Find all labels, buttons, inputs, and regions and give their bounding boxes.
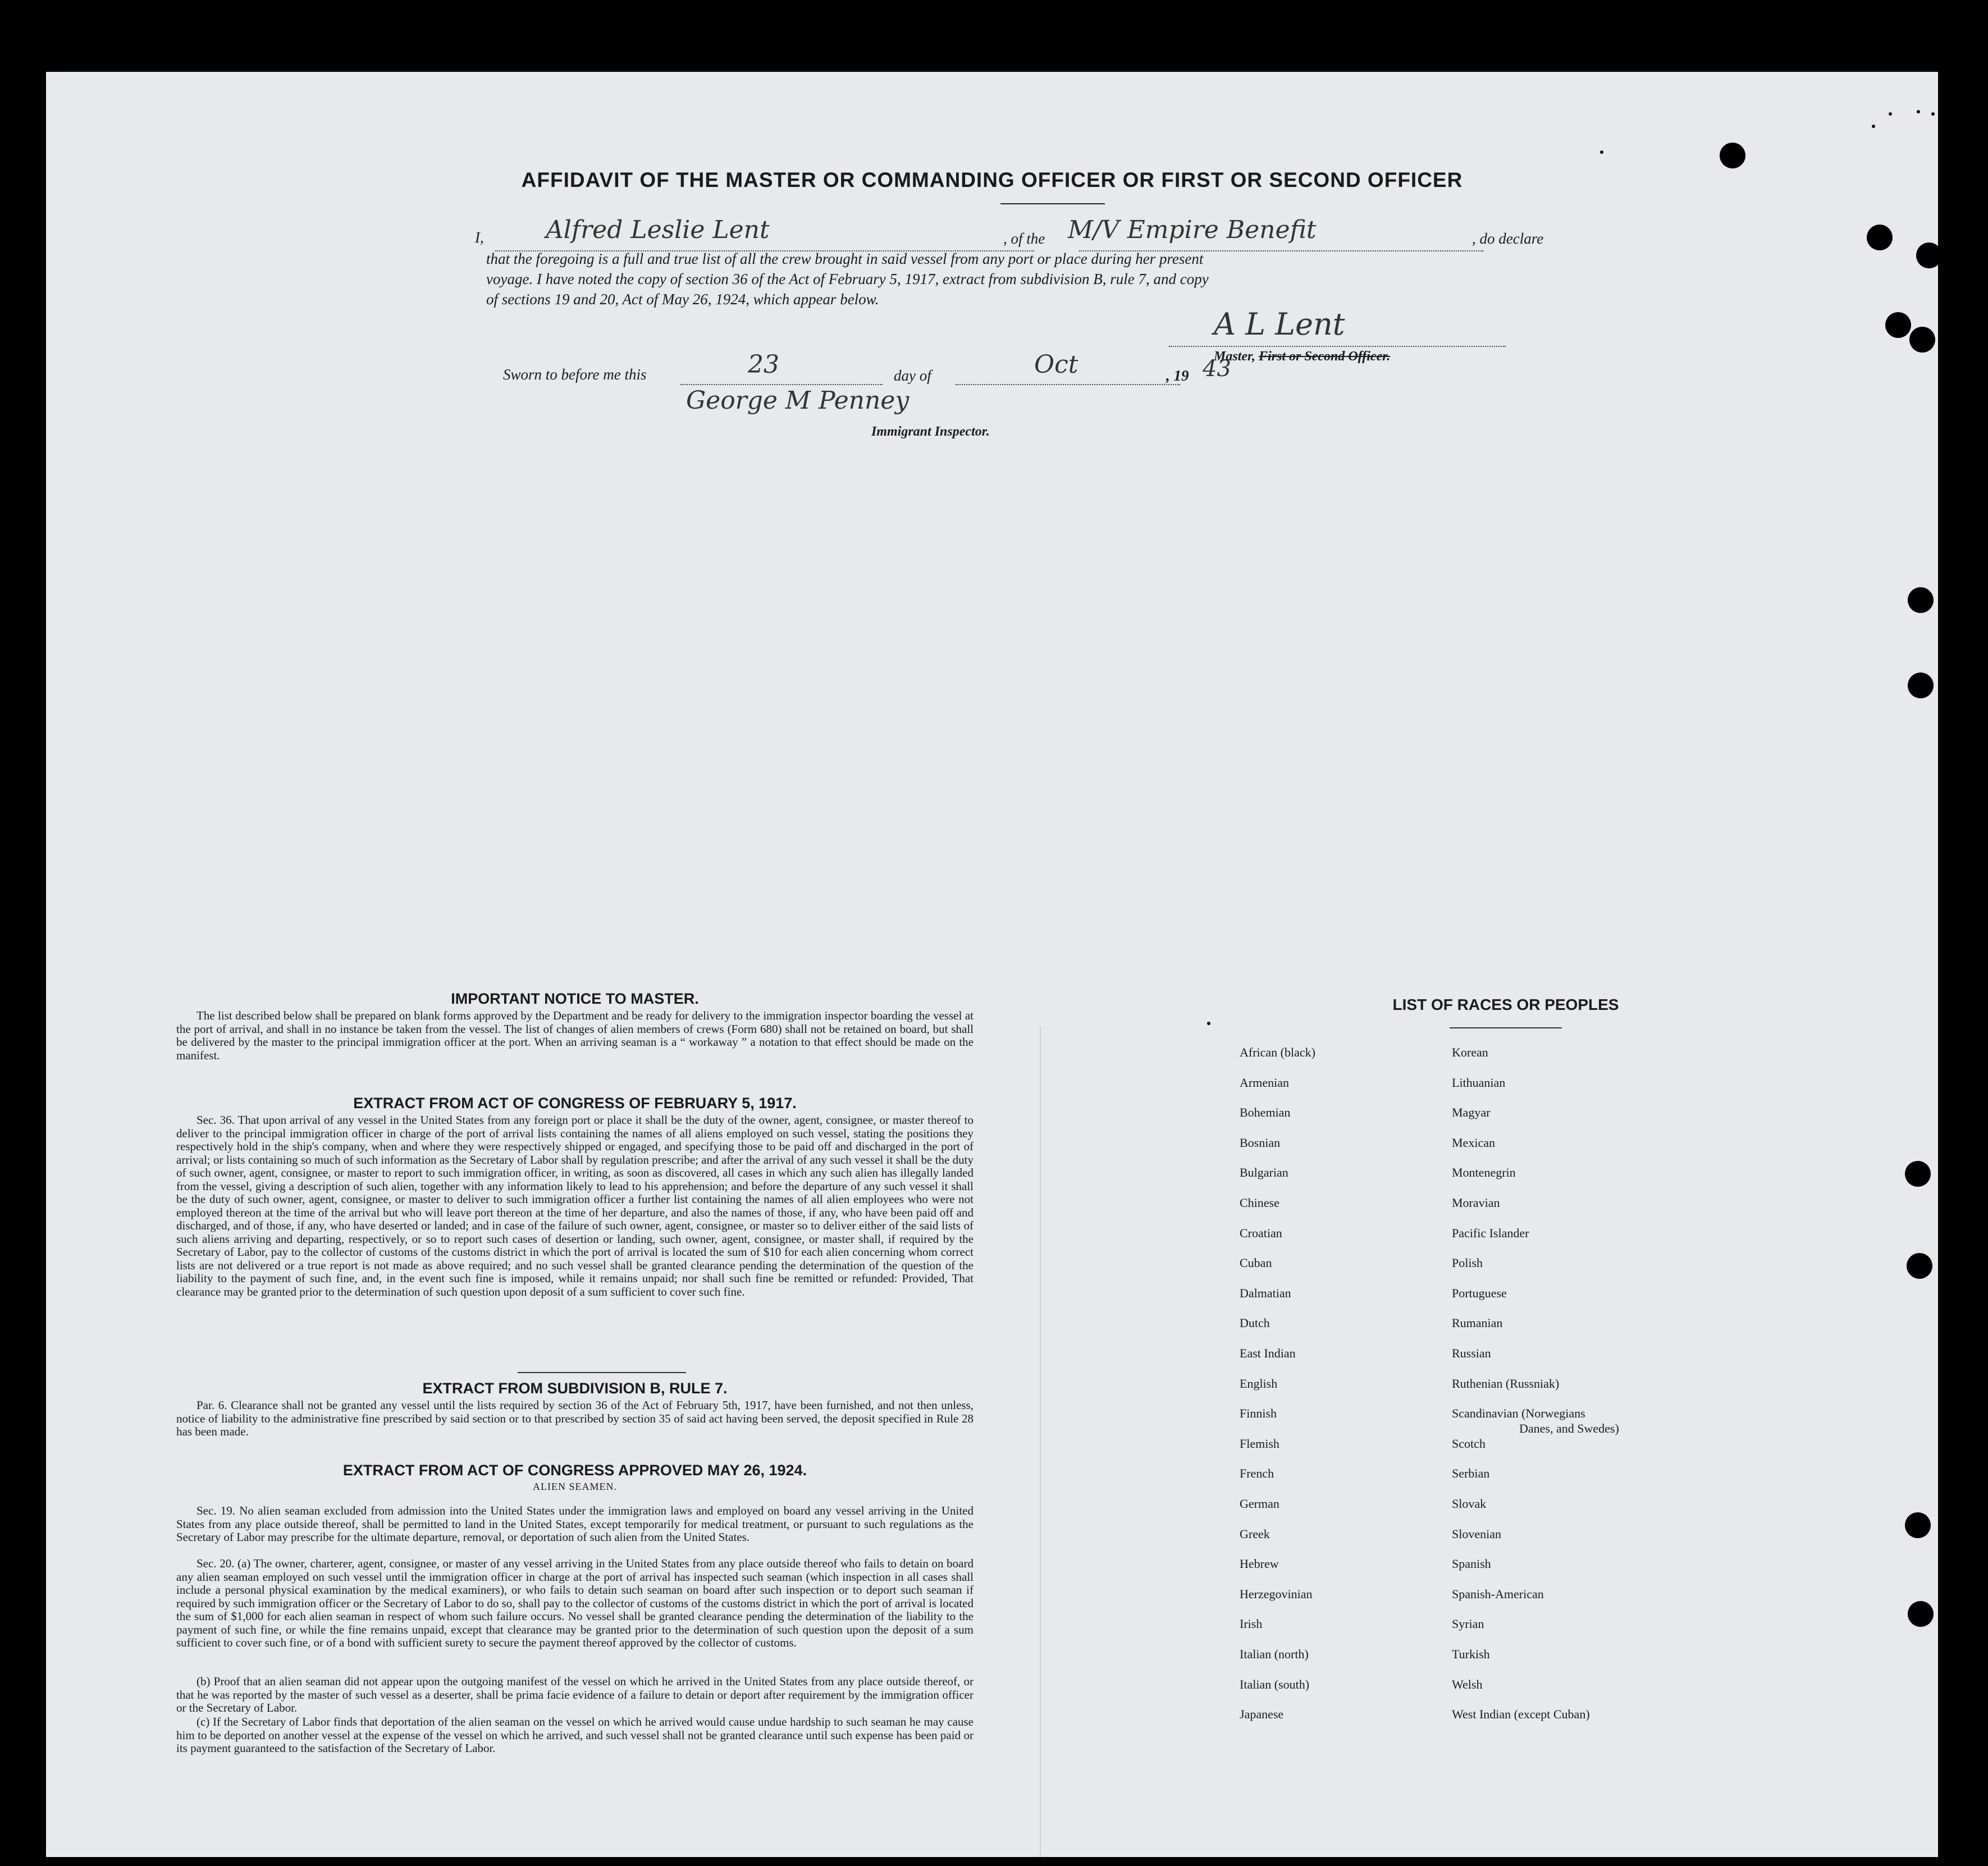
- scan-speck: [1889, 112, 1892, 116]
- race-item: Dutch: [1240, 1316, 1270, 1330]
- scan-speck: [1917, 110, 1920, 113]
- notice-heading: IMPORTANT NOTICE TO MASTER.: [451, 990, 699, 1007]
- day-line: [680, 384, 883, 385]
- race-item: East Indian: [1240, 1346, 1296, 1360]
- extract-rule7-text: Par. 6. Clearance shall not be granted any vessel until the lists required by section 36 of the Act of February 5th, 1917, have been furnished, and not then unless, notice of liability to the administrative fine prescribed by said section or to that prescribed by section 35 of said act having been served, the deposit specified in Rule 28 has been made.: [176, 1398, 974, 1438]
- scan-speck: [1207, 1022, 1210, 1025]
- race-item: Polish: [1452, 1256, 1483, 1270]
- race-item: Pacific Islander: [1452, 1225, 1529, 1240]
- race-item: Cuban: [1240, 1256, 1272, 1270]
- punch-hole: [1867, 225, 1893, 250]
- scan-speck: [1600, 150, 1603, 154]
- affidavit-line-3: voyage. I have noted the copy of section 36 of the Act of February 5, 1917, extract from subdivision B, rule 7, and copy: [486, 271, 1209, 287]
- document-sheet: [46, 72, 1938, 1857]
- extract-1924-sec20b: (b) Proof that an alien seaman did not appear upon the outgoing manifest of the vessel on which he arrived in the United States from any place outside thereof, or that he was reported by the master of such vessel as a deserter, shall be prima facie evidence of a failure to detain or deport after requirement by the immigration officer or the Secretary of Labor.: [176, 1675, 974, 1714]
- race-item: Irish: [1240, 1617, 1263, 1631]
- year-prefix: , 19: [1166, 367, 1189, 384]
- races-heading: LIST OF RACES OR PEOPLES: [1392, 996, 1619, 1013]
- affidavit-line-2: that the foregoing is a full and true list of all the crew brought in said vessel from any port or place during her present: [486, 250, 1204, 267]
- sworn-year: 43: [1203, 356, 1231, 382]
- punch-hole: [1885, 312, 1911, 338]
- month-line: [956, 384, 1180, 385]
- race-item: Italian (south): [1240, 1677, 1310, 1691]
- vessel-name: M/V Empire Benefit: [1068, 216, 1317, 244]
- race-item: Serbian: [1452, 1466, 1490, 1481]
- race-scandinavian-continuation: Danes, and Swedes): [1519, 1421, 1619, 1435]
- race-item: Scotch: [1452, 1436, 1486, 1451]
- race-item: Moravian: [1452, 1196, 1500, 1210]
- race-item: Montenegrin: [1452, 1165, 1516, 1180]
- affidavit-line-4: of sections 19 and 20, Act of May 26, 1924, which appear below.: [486, 291, 879, 308]
- race-item: Slovenian: [1452, 1526, 1501, 1541]
- punch-hole: [1720, 143, 1745, 168]
- race-item: English: [1240, 1376, 1278, 1391]
- races-underline: [1450, 1027, 1562, 1028]
- race-item: Russian: [1452, 1346, 1491, 1360]
- page-fold-line: [1040, 1026, 1041, 1857]
- race-item: Rumanian: [1452, 1316, 1503, 1330]
- sworn-label: Sworn to before me this: [503, 366, 647, 383]
- notice-text: The list described below shall be prepared on blank forms approved by the Department and be ready for delivery to the immigration inspector boarding the vessel at the port of arrival, and shall in no instance be taken from the vessel. The list of changes of alien members of crews (Form 680) shall not be retained on board, but shall be delivered by the master to the principal immigration officer at the port. When an arriving seaman is a “ workaway ” a notation to that effect should be made on the manifest.: [176, 1009, 974, 1062]
- i-label: I,: [475, 229, 484, 246]
- race-item: Ruthenian (Russniak): [1452, 1376, 1560, 1391]
- punch-hole: [1907, 1253, 1932, 1279]
- punch-hole: [1909, 327, 1935, 353]
- race-item: Greek: [1240, 1526, 1270, 1541]
- sworn-month: Oct: [1034, 350, 1078, 379]
- extract-1917-heading: EXTRACT FROM ACT OF CONGRESS OF FEBRUARY 5, 1917.: [353, 1095, 797, 1112]
- race-item: Herzegovinian: [1240, 1586, 1313, 1601]
- race-item: Syrian: [1452, 1617, 1484, 1631]
- extract-1924-sec20c: (c) If the Secretary of Labor finds that deportation of the alien seaman on the vessel on which he arrived would cause undue hardship to such seaman he may cause him to be deported on another vessel at the expense of the vessel on which he arrived, and such vessel shall not be granted clearance until such expense has been paid or its payment guaranteed to the satisfaction of the Secretary of Labor.: [176, 1715, 974, 1755]
- punch-hole: [1908, 1601, 1934, 1627]
- extract-rule7-heading: EXTRACT FROM SUBDIVISION B, RULE 7.: [422, 1380, 728, 1397]
- officer-caption-struck: First or Second Officer.: [1259, 349, 1391, 364]
- race-item: Turkish: [1452, 1647, 1490, 1661]
- punch-hole: [1908, 673, 1934, 698]
- race-item: Mexican: [1452, 1135, 1495, 1150]
- inspector-signature: George M Penney: [686, 386, 910, 415]
- title-underline: [1000, 203, 1105, 204]
- extract-1924-subheading: ALIEN SEAMEN.: [533, 1481, 617, 1492]
- race-item: Armenian: [1240, 1075, 1289, 1090]
- officer-caption-master: Master,: [1214, 349, 1256, 364]
- race-item: Portuguese: [1452, 1286, 1507, 1300]
- race-item: Hebrew: [1240, 1557, 1279, 1571]
- sworn-day: 23: [748, 350, 779, 379]
- officer-caption: [1214, 349, 1390, 364]
- race-item: Bulgarian: [1240, 1165, 1288, 1180]
- punch-hole: [1905, 1512, 1931, 1538]
- extract-1924-heading: EXTRACT FROM ACT OF CONGRESS APPROVED MAY 26, 1924.: [342, 1462, 807, 1479]
- race-item: Slovak: [1452, 1497, 1487, 1511]
- punch-hole: [1908, 587, 1934, 613]
- section-divider: [518, 1372, 686, 1373]
- race-item: Croatian: [1240, 1225, 1282, 1240]
- race-item: Welsh: [1452, 1677, 1483, 1691]
- page-title: AFFIDAVIT OF THE MASTER OR COMMANDING OFFICER OR FIRST OR SECOND OFFICER: [521, 168, 1463, 191]
- race-item: Chinese: [1240, 1196, 1279, 1210]
- race-item: Korean: [1452, 1045, 1488, 1059]
- race-item: African (black): [1240, 1045, 1315, 1059]
- race-item: Spanish: [1452, 1557, 1491, 1571]
- inspector-caption: Immigrant Inspector.: [871, 424, 990, 439]
- race-item: Japanese: [1240, 1707, 1284, 1722]
- master-signature: A L Lent: [1214, 307, 1345, 342]
- race-item: Bohemian: [1240, 1105, 1291, 1120]
- race-item: French: [1240, 1466, 1274, 1481]
- extract-1924-sec19: Sec. 19. No alien seaman excluded from admission into the United States under the immigration laws and employed on board any vessel arriving in the United States from any place outside thereof, shall be permitted to land in the United States, except temporarily for medical treatment, or pursuant to such regulations as the Secretary of Labor may prescribe for the ultimate departure, removal, or deportation of such alien from the United States.: [176, 1504, 974, 1544]
- punch-hole: [1916, 243, 1942, 268]
- race-item: Spanish-American: [1452, 1586, 1544, 1601]
- of-the-label: , of the: [1003, 230, 1045, 247]
- declare-label: , do declare: [1472, 230, 1544, 247]
- scan-speck: [1872, 125, 1875, 128]
- extract-1924-sec20a: Sec. 20. (a) The owner, charterer, agent, consignee, or master of any vessel arriving in the United States from any place outside thereof who fails to detain on board any alien seaman employed on such vessel until the immigration officer in charge at the port of arrival has inspected such seaman (which inspection in all cases shall include a personal physical examination by the medical examiners), or who fails to detain such seaman on board after such inspection or to deport such seaman if required by such immigration officer or the Secretary of Labor to do so, shall pay to the collector of customs of the customs district in which the port of arrival is located the sum of $1,000 for each alien seaman in respect of whom such failure occurs. No vessel shall be granted clearance pending the determination of the liability to the payment of such fine, or while the fine remains unpaid, except that clearance may be granted prior to the determination of such question upon the deposit of a sum sufficient to cover such fine, or of a bond with sufficient surety to secure the payment thereof approved by the collector of customs.: [176, 1557, 974, 1649]
- race-item: Finnish: [1240, 1406, 1277, 1421]
- race-item: Bosnian: [1240, 1135, 1281, 1150]
- race-item: Magyar: [1452, 1105, 1491, 1120]
- race-item: West Indian (except Cuban): [1452, 1707, 1590, 1722]
- master-name: Alfred Leslie Lent: [546, 216, 770, 244]
- signature-line: [1169, 346, 1506, 347]
- race-item: Italian (north): [1240, 1647, 1309, 1661]
- day-of-label: day of: [894, 367, 931, 384]
- race-item: Lithuanian: [1452, 1075, 1506, 1090]
- race-item: Flemish: [1240, 1436, 1279, 1451]
- race-item: German: [1240, 1497, 1279, 1511]
- race-item: Dalmatian: [1240, 1286, 1291, 1300]
- extract-1917-text: Sec. 36. That upon arrival of any vessel in the United States from any foreign port or place it shall be the duty of the owner, agent, consignee, or master thereof to deliver to the principal immigration officer in charge of the port of arrival lists containing the names of all aliens employed on such vessel, stating the positions they respectively hold in the ship's company, when and where they were respectively shipped or engaged, and specifying those to be paid off and discharged in the port of arrival; or lists containing so much of such information as the Secretary of Labor shall by regulation prescribe; and after the arrival of any such vessel it shall be the duty of such owner, agent, consignee, or master to report to such immigration officer, in writing, as soon as discovered, all cases in which any such alien has illegally landed from the vessel, giving a description of such alien, together with any information likely to lead to his apprehension; and before the departure of any such vessel it shall be the duty of such owner, agent, consignee, or master to deliver to such immigration officer a further list containing the names of all alien employees who were not employed thereon at the time of the arrival but who will leave port thereon at the time of her departure, and also the names of those, if any, who have been paid off and discharged, and of those, if any, who have deserted or landed; and in case of the failure of such owner, agent, consignee, or master so to deliver either of the said lists of such aliens arriving and departing, respectively, or so to report such cases of desertion or landing, such owner, agent, consignee, or master shall, if required by the Secretary of Labor, pay to the collector of customs of the customs district in which the port of arrival is located the sum of $10 for each alien concerning whom correct lists are not delivered or a true report is not made as above required; and no such vessel shall be granted clearance pending the determination of the question of the liability to the payment of such fine, and, in the event such fine is imposed, while it remains unpaid; nor shall such fine be remitted or refunded: Provided, That clearance may be granted prior to the determination of such question upon deposit of a sum sufficient to cover such fine.: [176, 1113, 974, 1298]
- scan-speck: [1931, 112, 1935, 116]
- race-item: Scandinavian (Norwegians: [1452, 1406, 1585, 1421]
- punch-hole: [1905, 1161, 1931, 1187]
